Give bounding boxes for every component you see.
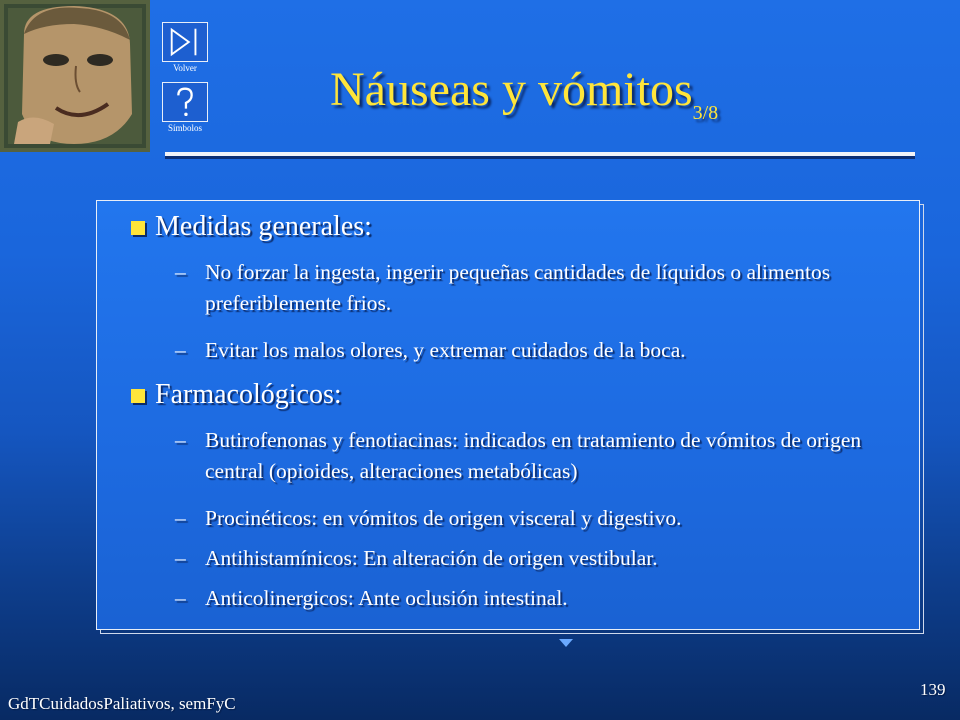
dash-marker: –: [175, 546, 186, 570]
bullet-square-icon: [131, 389, 145, 403]
list-item: [175, 583, 895, 614]
list-item-text: Antihistamínicos: En alteración de origen vestibular.: [205, 546, 658, 570]
dash-marker: –: [175, 338, 186, 362]
content-panel: [96, 200, 920, 630]
back-button-label: Volver: [173, 63, 197, 73]
symbols-button-label: Símbolos: [167, 123, 202, 133]
section-heading-text: Medidas generales:: [155, 211, 372, 242]
slide-title-subscript: 3/8: [692, 102, 719, 124]
list-item-text: Butirofenonas y fenotiacinas: indicados en tratamiento de vómitos de origen central (opioides, alteraciones metabólicas): [205, 428, 862, 483]
dash-marker: –: [175, 428, 186, 452]
slide-title: [330, 62, 870, 125]
play-back-icon: [163, 23, 207, 61]
list-item: [175, 425, 885, 487]
footer-credit: GdTCuidadosPaliativos, semFyC: [8, 694, 236, 713]
list-item-text: Anticolinergicos: Ante oclusión intestinal.: [205, 586, 568, 610]
slide-title-text: Náuseas y vómitos: [330, 63, 693, 116]
list-item-text: Procinéticos: en vómitos de origen visceral y digestivo.: [205, 506, 682, 530]
page-number: 139: [920, 680, 946, 699]
list-item-text: No forzar la ingesta, ingerir pequeñas cantidades de líquidos o alimentos preferiblemente frios.: [205, 260, 831, 315]
symbols-button[interactable]: [162, 82, 208, 122]
list-item: [175, 257, 885, 319]
dash-marker: –: [175, 506, 186, 530]
dash-marker: –: [175, 586, 186, 610]
bullet-square-icon: [131, 221, 145, 235]
title-divider: [165, 152, 915, 156]
list-item: [175, 503, 895, 534]
list-item: [175, 335, 885, 366]
dash-marker: –: [175, 260, 186, 284]
section-heading: [155, 379, 342, 411]
portrait-image: [0, 0, 150, 152]
question-mark-icon: [163, 83, 207, 121]
back-button[interactable]: [162, 22, 208, 62]
section-heading-text: Farmacológicos:: [155, 379, 342, 410]
section-heading: [155, 211, 372, 243]
list-item-text: Evitar los malos olores, y extremar cuidados de la boca.: [205, 338, 686, 362]
list-item: [175, 543, 895, 574]
next-slide-arrow-icon[interactable]: [559, 639, 573, 647]
